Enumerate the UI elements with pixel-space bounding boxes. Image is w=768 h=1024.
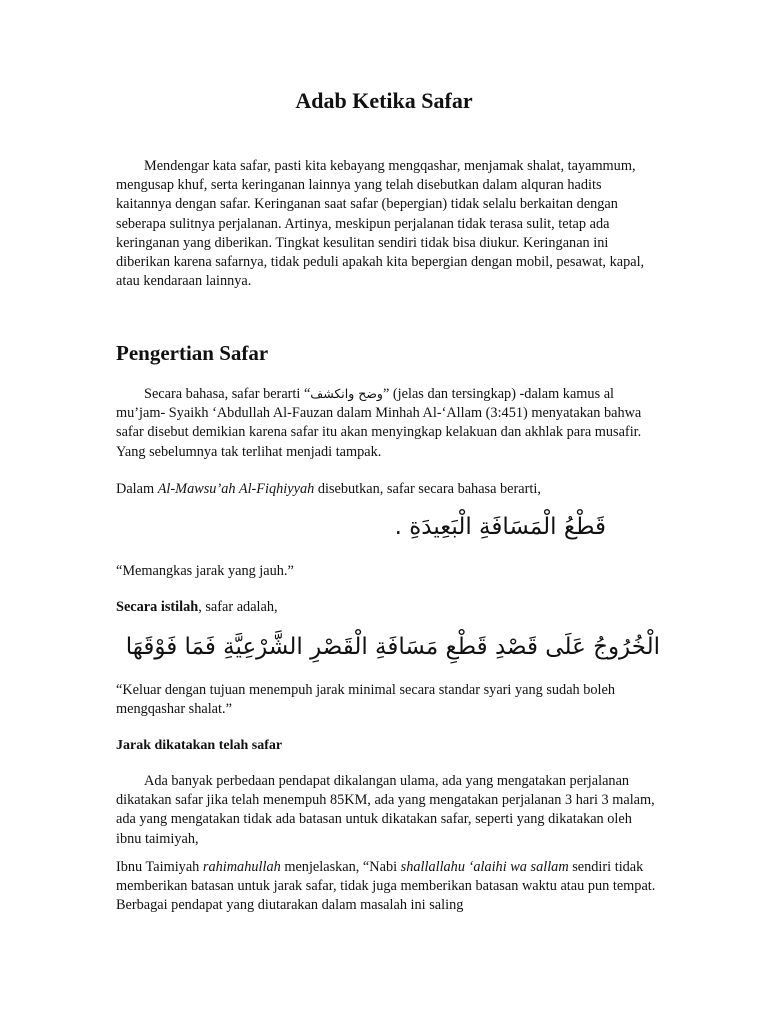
ibnu-taimiyah-text-b: rahimahullah (202, 859, 281, 875)
definition-paragraph (116, 384, 656, 462)
arabic-quote-1: قَطْعُ الْمَسَافَةِ الْبَعِيدَةِ . (394, 514, 606, 540)
mawsuah-text-start: Dalam (116, 481, 158, 497)
mawsuah-paragraph (116, 480, 656, 499)
istilah-text: , safar adalah, (198, 599, 278, 615)
definition-text-start: Secara bahasa, safar berarti “ (144, 386, 311, 402)
intro-paragraph: Mendengar kata safar, pasti kita kebayang mengqashar, menjamak shalat, tayammum, mengusap khuf, serta keringanan lainnya yang telah disebutkan dalam alquran hadits kaitannya dengan safar. Keringanan saat safar (bepergian) tidak selalu berkaitan dengan seberapa sulitnya perjalanan. Artinya, meskipun perjalanan tidak terasa sulit, tetap ada keringanan yang diberikan. Tingkat kesulitan sendiri tidak bisa diukur. Keringanan ini diberikan karena safarnya, tidak peduli apakah kita bepergian dengan mobil, pesawat, kapal, atau kendaraan lainnya. (116, 158, 645, 290)
ibnu-taimiyah-text-e: sendiri tidak memberikan batasan untuk jarak safar, tidak juga memberikan batasan waktu atau pun tempat. Berbagai pendapat yang diutarakan dalam masalah ini saling (116, 859, 656, 914)
translation-1: “Memangkas jarak yang jauh.” (116, 563, 294, 579)
jarak-paragraph: Ada banyak perbedaan pendapat dikalangan ulama, ada yang mengatakan perjalanan dikatakan safar jika telah menempuh 85KM, ada yang mengatakan perjalanan 3 hari 3 malam, ada yang mengatakan tidak ada batasan untuk dikatakan safar, seperti yang dikatakan oleh ibnu taimiyah, (116, 773, 655, 847)
istilah-label: Secara istilah (116, 599, 199, 615)
ibnu-taimiyah-text-d: shallallahu ‘alaihi wa sallam (400, 859, 569, 875)
section-heading-jarak-safar: Jarak dikatakan telah safar (116, 738, 283, 753)
definition-text-rest: ” (jelas dan tersingkap) -dalam kamus al mu’jam- Syaikh ‘Abdullah Al-Fauzan dalam Minhah Al-‘Allam (3:451) menyatakan bahwa safar disebut demikian karena safar itu akan menyingkap kelakuan dan akhlak para musafir. Yang sebelumnya tak terlihat menjadi tampak. (116, 386, 642, 460)
ibnu-taimiyah-text-a: Ibnu Taimiyah (116, 859, 203, 875)
ibnu-taimiyah-paragraph (116, 858, 656, 916)
mawsuah-text-end: disebutkan, safar secara bahasa berarti, (314, 481, 541, 497)
ibnu-taimiyah-text-c: menjelaskan, “Nabi (280, 859, 401, 875)
arabic-inline-term: وضح وانكشف (310, 386, 383, 401)
istilah-paragraph (116, 598, 656, 617)
document-title: Adab Ketika Safar (295, 88, 473, 113)
mawsuah-book-title: Al-Mawsu’ah Al-Fiqhiyyah (157, 481, 315, 497)
section-heading-pengertian-safar: Pengertian Safar (116, 341, 269, 365)
translation-2: “Keluar dengan tujuan menempuh jarak minimal secara standar syari yang sudah boleh mengqashar shalat.” (116, 682, 616, 718)
arabic-quote-2: الْخُرُوجُ عَلَى قَصْدِ قَطْعِ مَسَافَةِ الْقَصْرِ الشَّرْعِيَّةِ فَمَا فَوْقَهَا (125, 634, 660, 660)
